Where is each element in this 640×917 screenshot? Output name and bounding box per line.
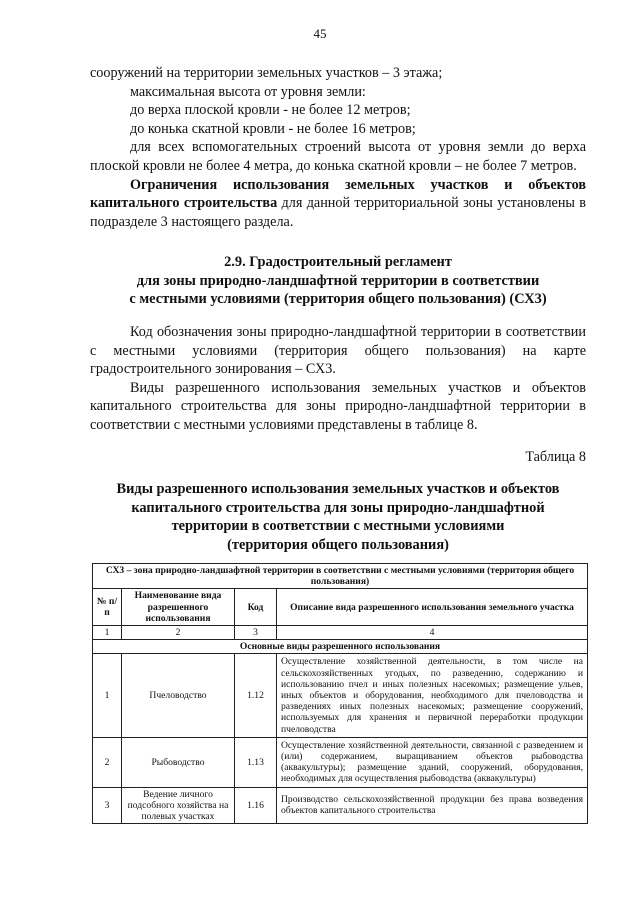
row-number: 3: [93, 787, 122, 824]
column-number: 2: [122, 626, 235, 640]
use-name: Рыбоводство: [122, 737, 235, 787]
column-number: 4: [277, 626, 588, 640]
use-name: Ведение личного подсобного хозяйства на полевых участках: [122, 787, 235, 824]
table-row: [93, 787, 588, 824]
table-title-line: капитального строительства для зоны природно-ландшафтной: [131, 499, 545, 516]
column-header: Наименование вида разрешенного использования: [122, 589, 235, 626]
row-number: 1: [93, 654, 122, 737]
section-heading: [90, 253, 586, 309]
restriction-bold: Ограничения использования земельных участков и объектов капитального строительства: [90, 176, 586, 212]
table-row: [93, 654, 588, 737]
use-description: Осуществление хозяйственной деятельности, в том числе на сельскохозяйственных угодьях, по разведению, содержанию и использованию пчел и иных полезных насекомых; размещение ульев, иных объектов и оборудования, необходимого для пчеловодства и разведениях иных полезных насекомых; размещение сооружений, используемых для хранения и первичной переработки продукции пчеловодства: [277, 654, 588, 737]
restriction-paragraph: [90, 176, 586, 232]
paragraph: сооружений на территории земельных участков – 3 этажа;: [90, 65, 443, 81]
row-number: 2: [93, 737, 122, 787]
use-name: Пчеловодство: [122, 654, 235, 737]
paragraph: до конька скатной кровли - не более 16 метров;: [130, 120, 416, 137]
table-label: Таблица 8: [525, 449, 586, 465]
restriction-rest: для данной территориальной зоны установлены в подразделе 3 настоящего раздела.: [90, 195, 586, 230]
section-heading-line: 2.9. Градостроительный регламент: [224, 254, 452, 270]
land-use-table: [92, 563, 588, 824]
page-number: 45: [313, 26, 327, 41]
column-header: Описание вида разрешенного использования земельного участка: [277, 589, 588, 626]
use-description: Производство сельскохозяйственной продукции без права возведения объектов капитального строительства: [277, 787, 588, 824]
section-heading-line: с местными условиями (территория общего пользования) (СХ3): [129, 291, 547, 307]
paragraph: для всех вспомогательных строений высота от уровня земли до верха плоской кровли не более 4 метра, до конька скатной кровли – не более 7 метров.: [90, 139, 586, 174]
table-title-line: территории в соответствии с местными условиями: [171, 518, 505, 534]
column-header: Код: [235, 589, 277, 626]
section-heading-line: для зоны природно-ландшафтной территории в соответствии: [136, 272, 540, 289]
table-row: [93, 737, 588, 787]
column-header: № п/п: [93, 589, 122, 626]
zone-header: СХ3 – зона природно-ландшафтной территории в соответствии с местными условиями (территория общего пользования): [93, 564, 588, 589]
use-code: 1.13: [235, 737, 277, 787]
use-description: Осуществление хозяйственной деятельности, связанной с разведением и (или) содержанием, выращиванием объектов рыбоводства (аквакультуры); размещение зданий, сооружений, оборудования, необходимых для осуществления рыбоводства (аквакультуры): [277, 737, 588, 787]
table-title-line: Виды разрешенного использования земельных участков и объектов: [116, 481, 560, 497]
paragraph: до верха плоской кровли - не более 12 метров;: [130, 102, 411, 119]
paragraph: Код обозначения зоны природно-ландшафтной территории в соответствии с местными условиями (территория общего пользования) на карте градостроительного зонирования – СХ3.: [90, 324, 586, 378]
table-title: [90, 480, 586, 554]
paragraph: максимальная высота от уровня земли:: [130, 83, 366, 100]
paragraph: Виды разрешенного использования земельных участков и объектов капитального строительства для зоны природно-ландшафтной территории в соответствии с местными условиями представлены в таблице 8.: [90, 379, 586, 433]
section-row: Основные виды разрешенного использования: [93, 640, 588, 654]
table-title-line: (территория общего пользования): [227, 536, 449, 553]
column-number: 3: [235, 626, 277, 640]
use-code: 1.16: [235, 787, 277, 824]
use-code: 1.12: [235, 654, 277, 737]
regulation-text: [90, 64, 586, 231]
intro-text: [90, 323, 586, 435]
column-number: 1: [93, 626, 122, 640]
